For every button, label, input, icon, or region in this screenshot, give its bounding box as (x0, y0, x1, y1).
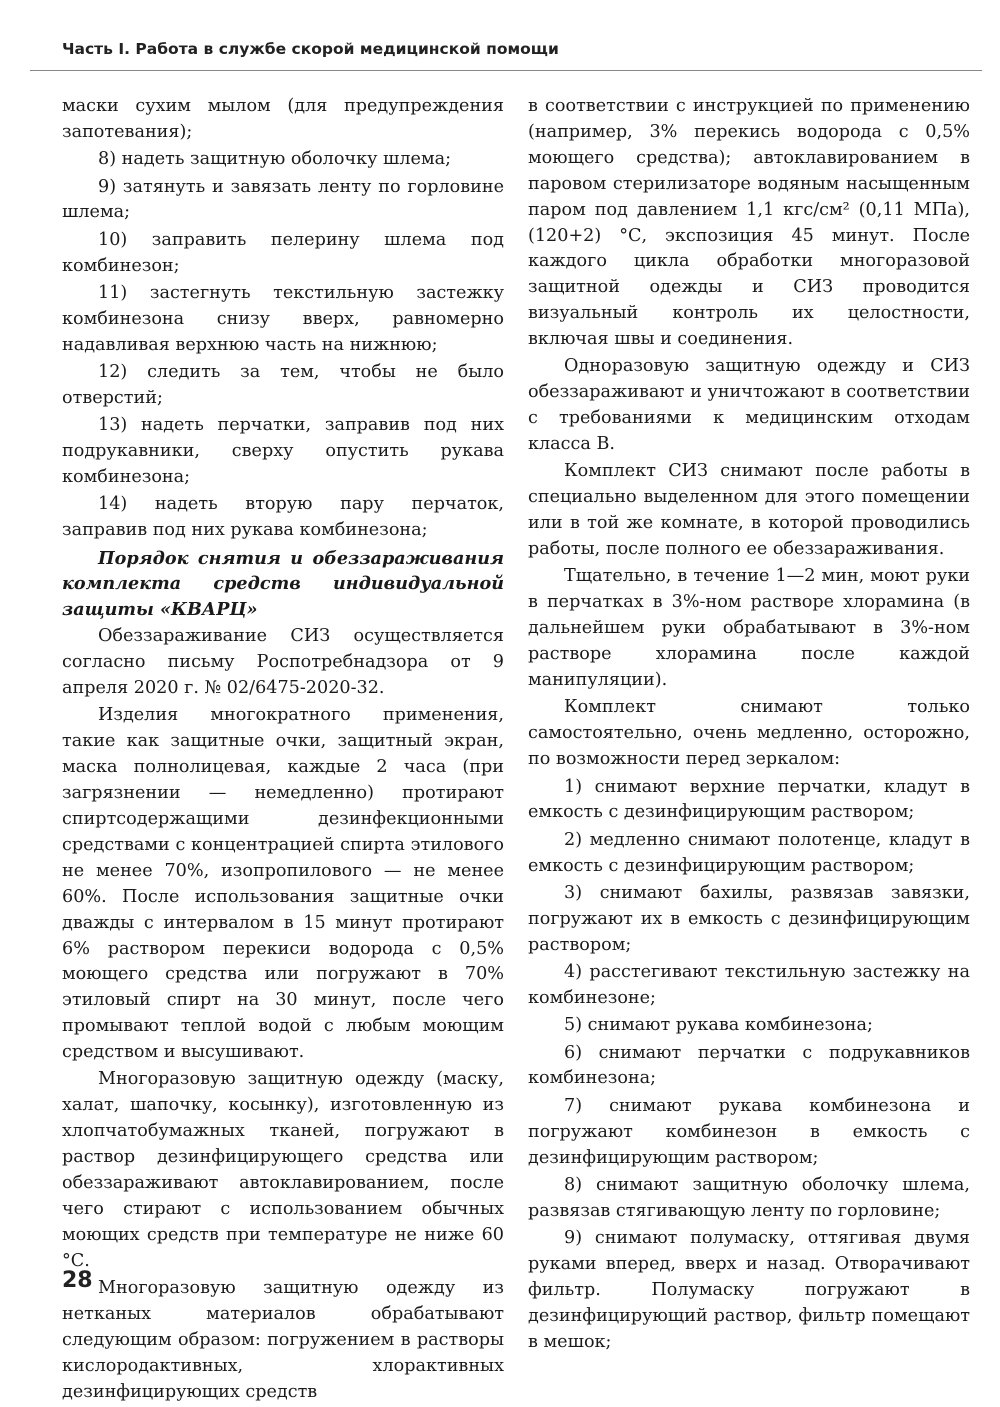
list-item: 13) надеть перчатки, заправив под них подрукавники, сверху опустить рукава комбинезона; (62, 415, 504, 488)
list-item: 8) снимают защитную оболочку шлема, развязав стягивающую ленту по горловине; (528, 1174, 970, 1221)
paragraph: Одноразовую защитную одежду и СИЗ обеззараживают и уничтожают в соответствии с требованиями к медицинским отходам класса В. (528, 356, 970, 455)
list-item: 12) следить за тем, чтобы не было отверстий; (62, 362, 504, 408)
paragraph: Комплект СИЗ снимают после работы в специально выделенном для этого помещении или в той же комнате, в которой проводились работы, после полного ее обеззараживания. (528, 461, 970, 560)
paragraph: Комплект снимают только самостоятельно, очень медленно, осторожно, по возможности перед зеркалом: (528, 697, 970, 770)
running-header: Часть I. Работа в службе скорой медицинской помощи (62, 40, 559, 58)
list-item: 4) расстегивают текстильную застежку на комбинезоне; (528, 962, 970, 1008)
list-item: 11) застегнуть текстильную застежку комбинезона снизу вверх, равномерно надавливая верхнюю часть на нижнюю; (62, 282, 504, 355)
paragraph: Многоразовую защитную одежду (маску, халат, шапочку, косынку), изготовленную из хлопчатобумажных тканей, погружают в раствор дезинфицирующего средства или обеззараживают автоклавированием, после чего стирают с использованием обычных моющих средств при температуре не ниже 60 °С. (62, 1069, 504, 1271)
list-item: 5) снимают рукава комбинезона; (564, 1015, 873, 1036)
list-item: 10) заправить пелерину шлема под комбинезон; (62, 229, 504, 276)
list-item: 9) снимают полумаску, оттягивая двумя руками вперед, вверх и назад. Отворачивают фильтр. Полумаску погружают в дезинфицирующий раствор, фильтр помещают в мешок; (528, 1228, 970, 1352)
list-item: 14) надеть вторую пару перчаток, заправив под них рукава комбинезона; (62, 494, 504, 541)
paragraph: маски сухим мылом (для предупреждения запотевания); (62, 96, 504, 142)
paragraph: Тщательно, в течение 1—2 мин, моют руки в перчатках в 3%-ном растворе хлорамина (в дальнейшем руки обрабатывают в 3%-ном растворе хлорамина после каждой манипуляции). (528, 566, 970, 691)
left-column (62, 94, 504, 1407)
list-item: 7) снимают рукава комбинезона и погружают комбинезон в емкость с дезинфицирующим раствором; (528, 1095, 970, 1168)
paragraph: Обеззараживание СИЗ осуществляется согласно письму Роспотребнадзора от 9 апреля 2020 г. № 02/6475-2020-32. (62, 626, 504, 699)
right-column (528, 94, 970, 1357)
list-item: 6) снимают перчатки с подрукавников комбинезона; (528, 1042, 970, 1089)
list-item: 3) снимают бахилы, развязав завязки, погружают их в емкость с дезинфицирующим раствором; (528, 882, 970, 955)
paragraph: Изделия многократного применения, такие как защитные очки, защитный экран, маска полнолицевая, каждые 2 часа (при загрязнении — немедленно) протирают спиртсодержащими дезинфекционными средствами с концентрацией спирта этилового не менее 70%, изопропилового — не менее 60%. После использования защитные очки дважды с интервалом в 15 минут протирают 6% раствором перекиси водорода с 0,5% моющего средства или погружают в 70% этиловый спирт на 30 минут, после чего промывают теплой водой с любым моющим средством и высушивают. (62, 705, 504, 1063)
list-item: 2) медленно снимают полотенце, кладут в емкость с дезинфицирующим раствором; (528, 829, 970, 876)
list-item: 8) надеть защитную оболочку шлема; (98, 149, 452, 170)
header-divider (30, 70, 982, 71)
paragraph: в соответствии с инструкцией по применению (например, 3% перекись водорода с 0,5% моющего средства); автоклавированием в паровом стерилизаторе водяным насыщенным паром под давлением 1,1 кгс/см² (0,11 МПа), (120+2) °С, экспозиция 45 минут. После каждого цикла обработки многоразовой защитной одежды и СИЗ проводится визуальный контроль их целостности, включая швы и соединения. (528, 96, 970, 350)
list-item: 9) затянуть и завязать ленту по горловине шлема; (62, 176, 504, 223)
page-number: 28 (62, 1268, 93, 1293)
paragraph: Многоразовую защитную одежду из нетканых материалов обрабатывают следующим образом: погружением в растворы кислородактивных, хлорактивных дезинфицирующих средств (62, 1278, 504, 1402)
section-heading: Порядок снятия и обеззараживания комплекта средств индивидуальной защиты «КВАРЦ» (62, 547, 504, 621)
list-item: 1) снимают верхние перчатки, кладут в емкость с дезинфицирующим раствором; (528, 776, 970, 823)
